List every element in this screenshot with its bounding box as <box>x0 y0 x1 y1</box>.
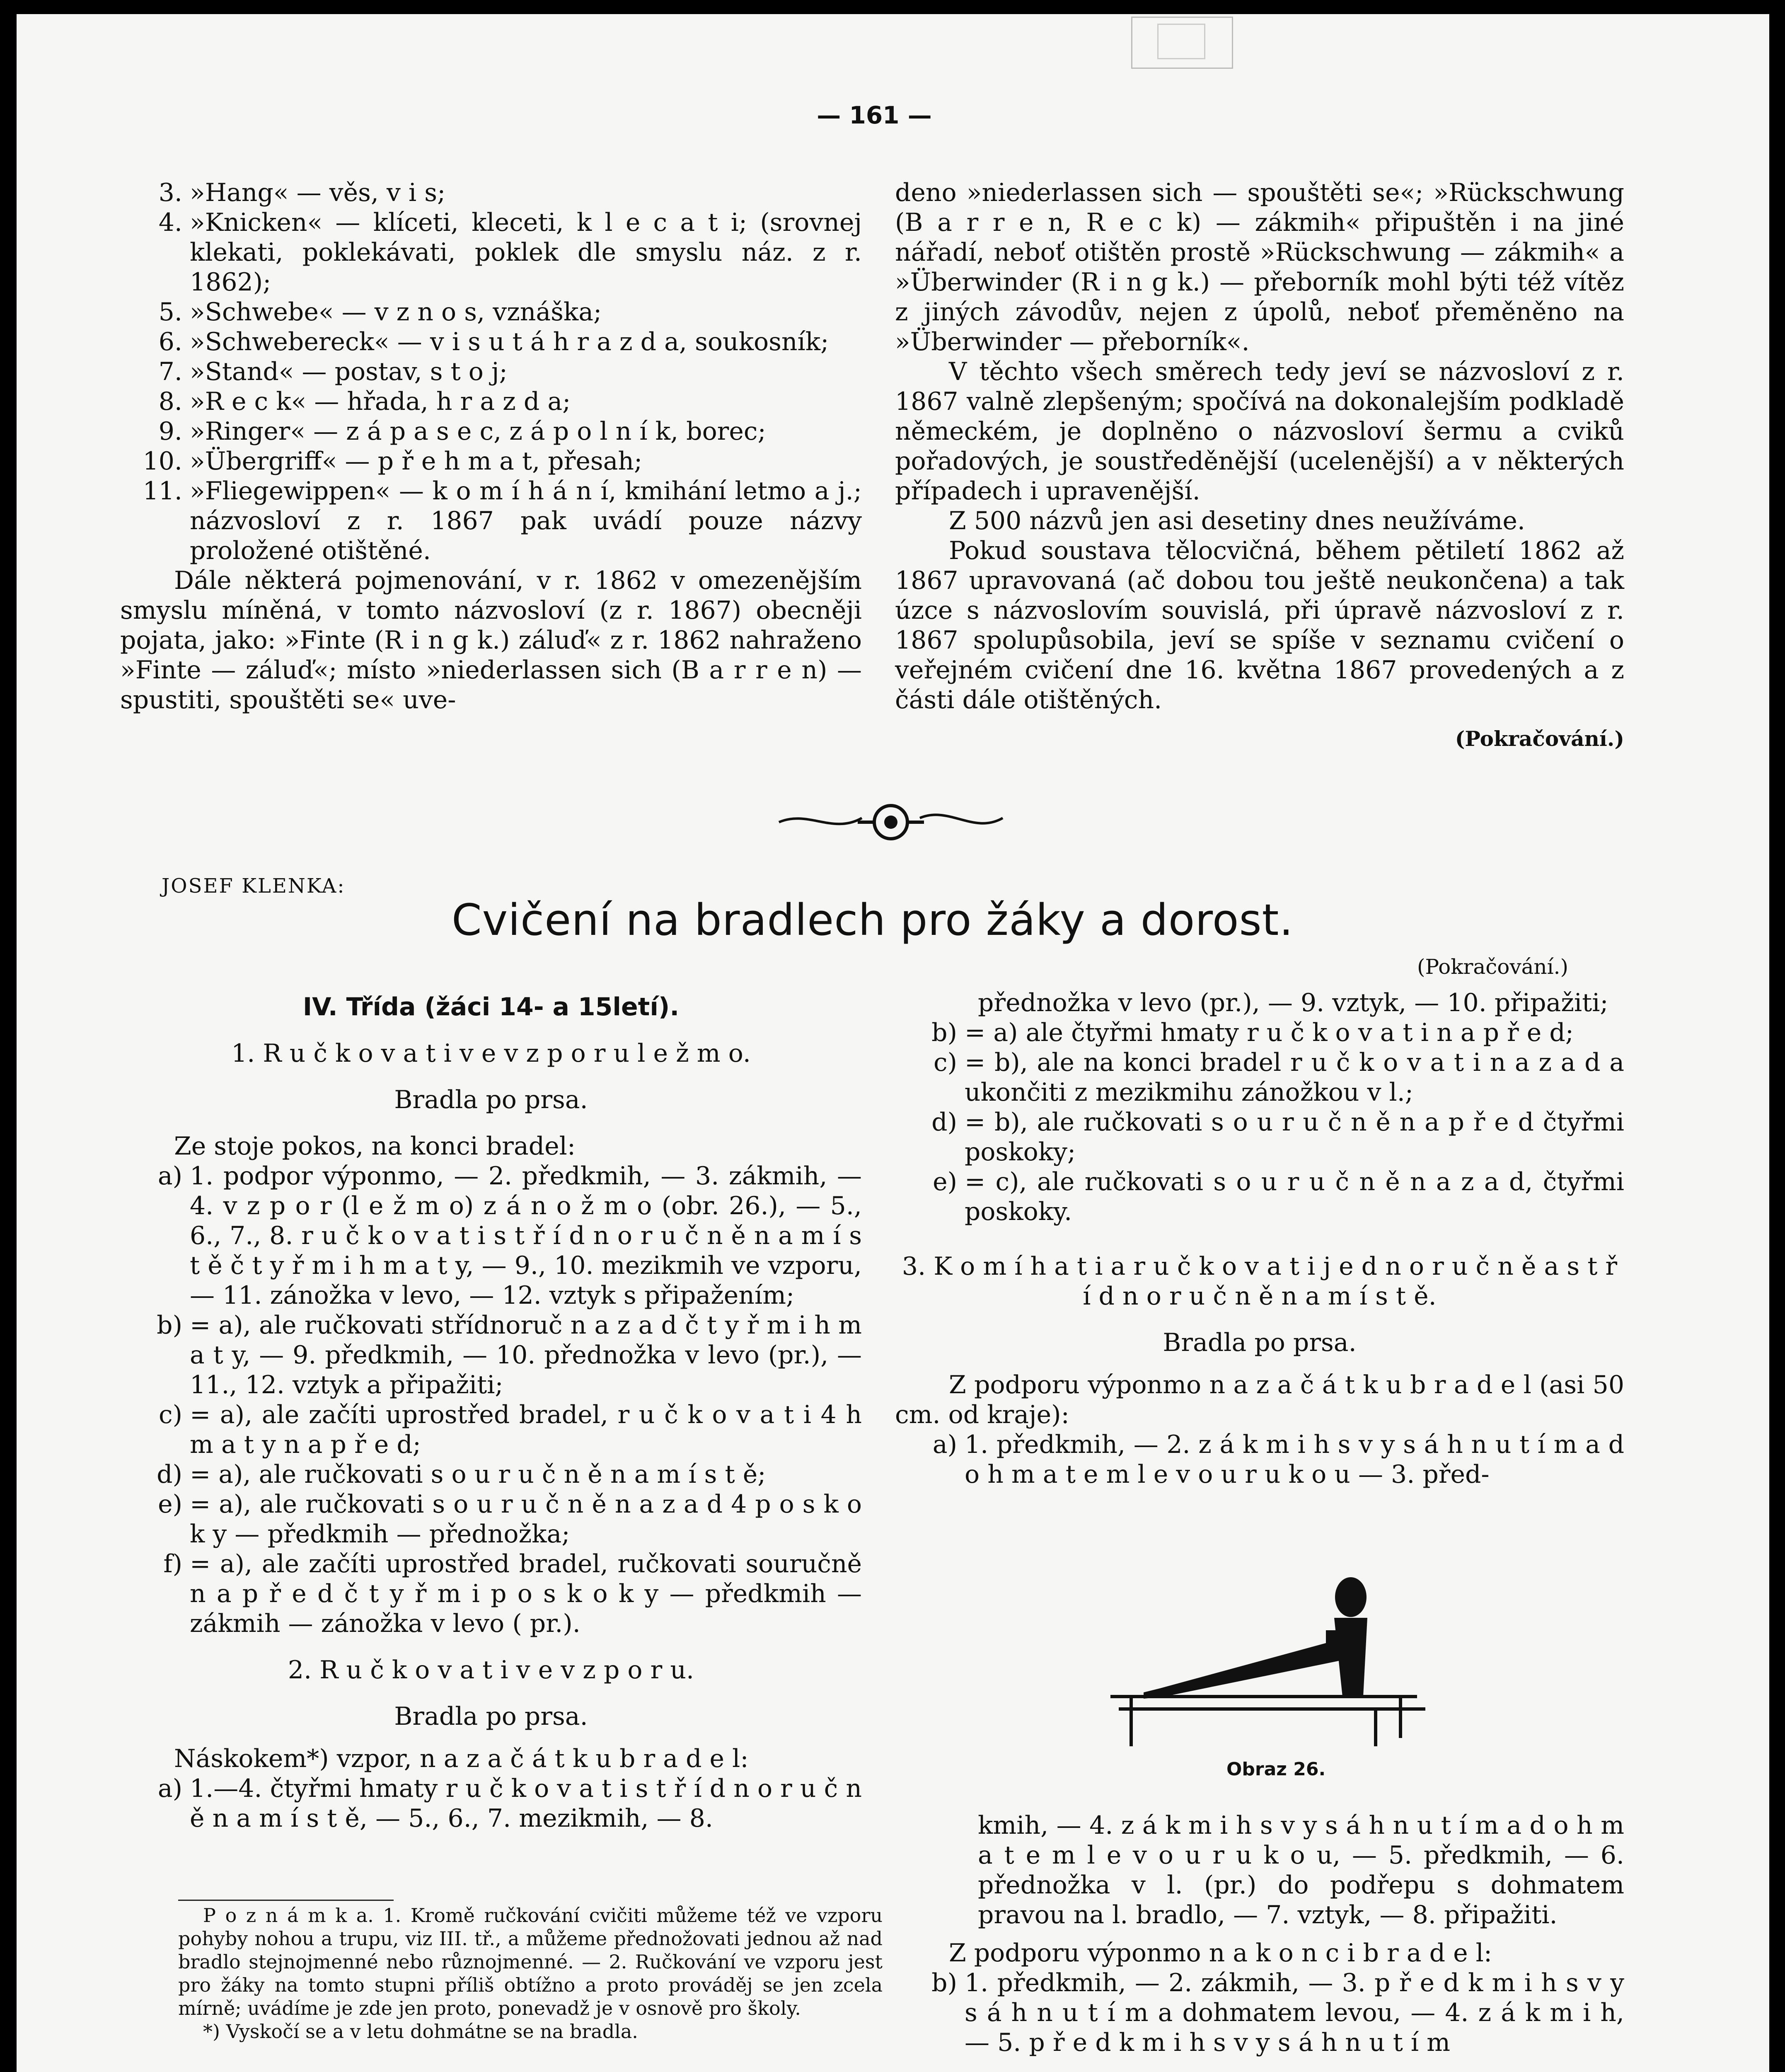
list-item <box>895 1048 1624 1107</box>
item-text: = a) ale čtyřmi hmaty r u č k o v a t i n a p ř e d; <box>965 1018 1574 1047</box>
item-letter: a) <box>932 1430 957 1459</box>
item-letter: b) <box>931 1968 957 1997</box>
item-number: 11. <box>143 477 182 506</box>
item-text: = a), ale ručkovati s o u r u č n ě n a m í s t ě; <box>190 1460 766 1489</box>
list-item <box>120 178 862 208</box>
list-item <box>120 1460 862 1489</box>
item-number: 3. <box>158 178 182 207</box>
right-top-p4: Pokud soustava tělocvičná, během pětiletí 1862 až 1867 upravovaná (ač dobou tou ještě neukončena) a tak úzce s názvoslovím souvislá, při úpravě názvosloví z r. 1867 spolupůsobila, jeví se spíše v seznamu cvičení o veřejném cvičení dne 16. května 1867 provedených a z části dále otištěných. <box>895 536 1624 714</box>
item-number: b) <box>157 1311 182 1340</box>
left-top-column <box>120 178 862 715</box>
section-2-subtitle: Bradla po prsa. <box>394 1702 588 1731</box>
list-item <box>120 416 862 446</box>
library-stamp <box>1131 17 1233 69</box>
item-text: »Übergriff« — p ř e h m a t, přesah; <box>190 447 643 476</box>
right-items <box>895 1018 1624 1227</box>
item-number: e) <box>933 1167 957 1196</box>
section-3-intro: Z podporu výponmo n a z a č á t k u b r a d e l (asi 50 cm. od kraje): <box>895 1370 1624 1429</box>
section-1-intro: Ze stoje pokos, na konci bradel: <box>174 1132 576 1161</box>
page-number: — 161 — <box>817 101 932 129</box>
section-3-intro-2: Z podporu výponmo n a k o n c i b r a d e l: <box>949 1939 1492 1968</box>
figure-caption: Obraz 26. <box>1226 1759 1326 1780</box>
section-3-subtitle: Bradla po prsa. <box>1163 1328 1357 1357</box>
list-item <box>120 476 862 566</box>
item-number: 7. <box>158 357 182 386</box>
item-text: »Schwebe« — v z n o s, vznáška; <box>190 298 602 327</box>
list-item <box>120 297 862 327</box>
class-heading: IV. Třída (žáci 14- a 15letí). <box>302 992 680 1021</box>
list-item <box>120 1489 862 1549</box>
item-number: b) <box>931 1018 957 1047</box>
ornament-divider <box>775 793 1007 851</box>
item-text: »Ringer« — z á p a s e c, z á p o l n í k, borec; <box>190 417 766 446</box>
section-1-title: 1. R u č k o v a t i v e v z p o r u l e ž m o. <box>231 1039 751 1068</box>
item-number: 8. <box>158 387 182 416</box>
right-bottom-column <box>895 988 1624 1489</box>
term-list <box>120 178 862 566</box>
item-number: c) <box>158 1400 182 1429</box>
page <box>17 14 1769 2072</box>
item-number: 5. <box>158 298 182 327</box>
item-number: a) <box>157 1162 182 1191</box>
list-item <box>120 357 862 387</box>
footnote-star: *) Vyskočí se a v letu dohmátne se na bradla. <box>203 2020 638 2043</box>
item-text: = c), ale ručkovati s o u r u č n ě n a z a d, čtyřmi poskoky. <box>965 1167 1624 1226</box>
item-number: d) <box>157 1460 182 1489</box>
item-number: c) <box>933 1048 957 1077</box>
item-text: = b), ale na konci bradel r u č k o v a t i n a z a d a ukončiti z mezikmihu zánožkou v l.; <box>965 1048 1624 1107</box>
gymnast-figure-illustration <box>1094 1572 1434 1746</box>
pokracovani-note: (Pokračování.) <box>1417 955 1568 979</box>
item-text: »Hang« — věs, v i s; <box>190 178 446 207</box>
item-text: = b), ale ručkovati s o u r u č n ě n a p ř e d čtyřmi poskoky; <box>965 1108 1624 1167</box>
footnotes <box>178 1904 883 2043</box>
item-text: 1.—4. čtyřmi hmaty r u č k o v a t i s t ř í d n o r u č n ě n a m í s t ě, — 5., 6., 7. mezikmih, — 8. <box>190 1774 862 1833</box>
list-item <box>120 1774 862 1833</box>
section-3-item-b <box>895 1968 1624 2057</box>
list-item <box>120 1400 862 1460</box>
list-item <box>895 1167 1624 1227</box>
section-3-item-a <box>895 1430 1624 1489</box>
item-text: = a), ale ručkovati s o u r u č n ě n a z a d 4 p o s k o k y — předkmih — přednožka; <box>190 1490 862 1549</box>
item-text: »Stand« — postav, s t o j; <box>190 357 508 386</box>
section-1-items <box>120 1161 862 1639</box>
list-item <box>120 1310 862 1400</box>
section-2-intro: Náskokem*) vzpor, n a z a č á t k u b r a d e l: <box>174 1744 749 1773</box>
article-title: Cvičení na bradlech pro žáky a dorost. <box>452 895 1294 945</box>
footnote-rule <box>178 1900 394 1901</box>
author: JOSEF KLENKA: <box>162 874 346 898</box>
section-2-items <box>120 1774 862 1833</box>
right-top-p2: V těchto všech směrech tedy jeví se názvosloví z r. 1867 valně zlepšeným; spočívá na dokonalejším podkladě německém, je doplněno o názvosloví šermu a cviků pořadových, je soustředěnější (ucelenější) a v některých případech i upravenější. <box>895 357 1624 506</box>
item-text: 1. podpor výponmo, — 2. předkmih, — 3. zákmih, — 4. v z p o r (l e ž m o) z á n o ž m o (obr. 26.), — 5., 6., 7., 8. r u č k o v a t i s t ř í d n o r u č n ě n a m í s t ě č t y ř m i h m a t y, — 9., 10. mezikmih ve vzporu, — 11. zánožka v levo, — 12. vztyk s připažením; <box>190 1162 862 1310</box>
list-item <box>120 327 862 357</box>
item-number: 10. <box>143 447 182 476</box>
item-text: »Knicken« — klíceti, kleceti, k l e c a t i; (srovnej klekati, poklekávati, poklek dle smyslu náz. z r. 1862); <box>190 208 862 297</box>
item-number: e) <box>158 1490 182 1519</box>
item-text: = a), ale začíti uprostřed bradel, r u č k o v a t i 4 h m a t y n a p ř e d; <box>190 1400 862 1459</box>
right-top-p1: deno »niederlassen sich — spouštěti se«; »Rückschwung (B a r r e n, R e c k) — zákmih« připuštěn i na jiné nářadí, neboť otištěn prostě »Rückschwung — zákmih« a »Überwinder (R i n g k.) — přeborník mohl býti též vítěz z jiných závodův, nejen z úpolů, neboť přeměněno na »Überwinder — přeborník«. <box>895 178 1624 356</box>
item-text: 1. předkmih, — 2. zákmih, — 3. p ř e d k m i h s v y s á h n u t í m a dohmatem levou, — 4. z á k m i h, — 5. p ř e d k m i h s v y s á h n u t í m <box>965 1968 1624 2057</box>
list-item <box>895 1107 1624 1167</box>
item-text: »Schwebereck« — v i s u t á h r a z d a, soukosník; <box>190 327 829 356</box>
right-top-column <box>895 178 1624 754</box>
footnote-note: P o z n á m k a. 1. Kromě ručkování cvičiti můžeme též ve vzporu pohyby nohou a trupu, viz III. tř., a můžeme přednožovati jednou až nad bradlo stejnojmenné nebo různojmenné. — 2. Ručkování ve vzporu jest pro žáky na tomto stupni příliš obtížno a proto prováděj se jen zcela mírně; uvádíme je zde jen proto, ponevadž je v osnově pro školy. <box>178 1904 883 2019</box>
section-3-title: 3. K o m í h a t i a r u č k o v a t i j e d n o r u č n ě a s t ř í d n o r u č n ě n a m í s t ě. <box>902 1252 1618 1311</box>
item-number: a) <box>157 1774 182 1803</box>
item-text: = a), ale začíti uprostřed bradel, ručkovati souručně n a p ř e d č t y ř m i p o s k o k y — předkmih — zákmih — zánožka v levo ( pr.). <box>190 1549 862 1638</box>
list-item <box>120 387 862 416</box>
section-1-subtitle: Bradla po prsa. <box>394 1085 588 1114</box>
list-item <box>120 208 862 297</box>
left-top-paragraph: Dále některá pojmenování, v r. 1862 v omezenějším smyslu míněná, v tomto názvosloví (z r. 1867) obecněji pojata, jako: »Finte (R i n g k.) záluď« z r. 1862 nahraženo »Finte — záluď«; místo »niederlassen sich (B a r r e n) — spustiti, spouštěti se« uve- <box>120 566 862 714</box>
continued-item-a: přednožka v levo (pr.), — 9. vztyk, — 10. připažiti; <box>978 988 1608 1017</box>
list-item <box>895 1018 1624 1048</box>
item-text: 1. předkmih, — 2. z á k m i h s v y s á h n u t í m a d o h m a t e m l e v o u r u k o u — 3. před- <box>965 1430 1624 1489</box>
item-text: »Fliegewippen« — k o m í h á n í, kmihání letmo a j.; názvosloví z r. 1867 pak uvádí pouze názvy proložené otištěné. <box>190 477 862 565</box>
item-number: f) <box>163 1549 182 1578</box>
section-3-item-a-cont: kmih, — 4. z á k m i h s v y s á h n u t í m a d o h m a t e m l e v o u r u k o u, — 5. předkmih, — 6. přednožka v l. (pr.) do podřepu s dohmatem pravou na l. bradlo, — 7. vztyk, — 8. připažiti. <box>978 1811 1624 1929</box>
continued-note: (Pokračování.) <box>1455 726 1624 751</box>
right-top-p3: Z 500 názvů jen asi desetiny dnes neužíváme. <box>949 506 1525 535</box>
left-bottom-column <box>120 992 862 1833</box>
list-item <box>120 1161 862 1310</box>
right-bottom-lower <box>895 1811 1624 2057</box>
item-number: 6. <box>158 327 182 356</box>
item-number: 4. <box>158 208 182 237</box>
item-number: 9. <box>158 417 182 446</box>
item-text: = a), ale ručkovati střídnoruč n a z a d č t y ř m i h m a t y, — 9. předkmih, — 10. přednožka v levo (pr.), — 11., 12. vztyk a připažiti; <box>190 1311 862 1399</box>
list-item <box>120 1549 862 1639</box>
section-2-title: 2. R u č k o v a t i v e v z p o r u. <box>288 1656 694 1685</box>
item-number: d) <box>931 1108 957 1137</box>
list-item <box>120 446 862 476</box>
item-text: »R e c k« — hřada, h r a z d a; <box>190 387 571 416</box>
